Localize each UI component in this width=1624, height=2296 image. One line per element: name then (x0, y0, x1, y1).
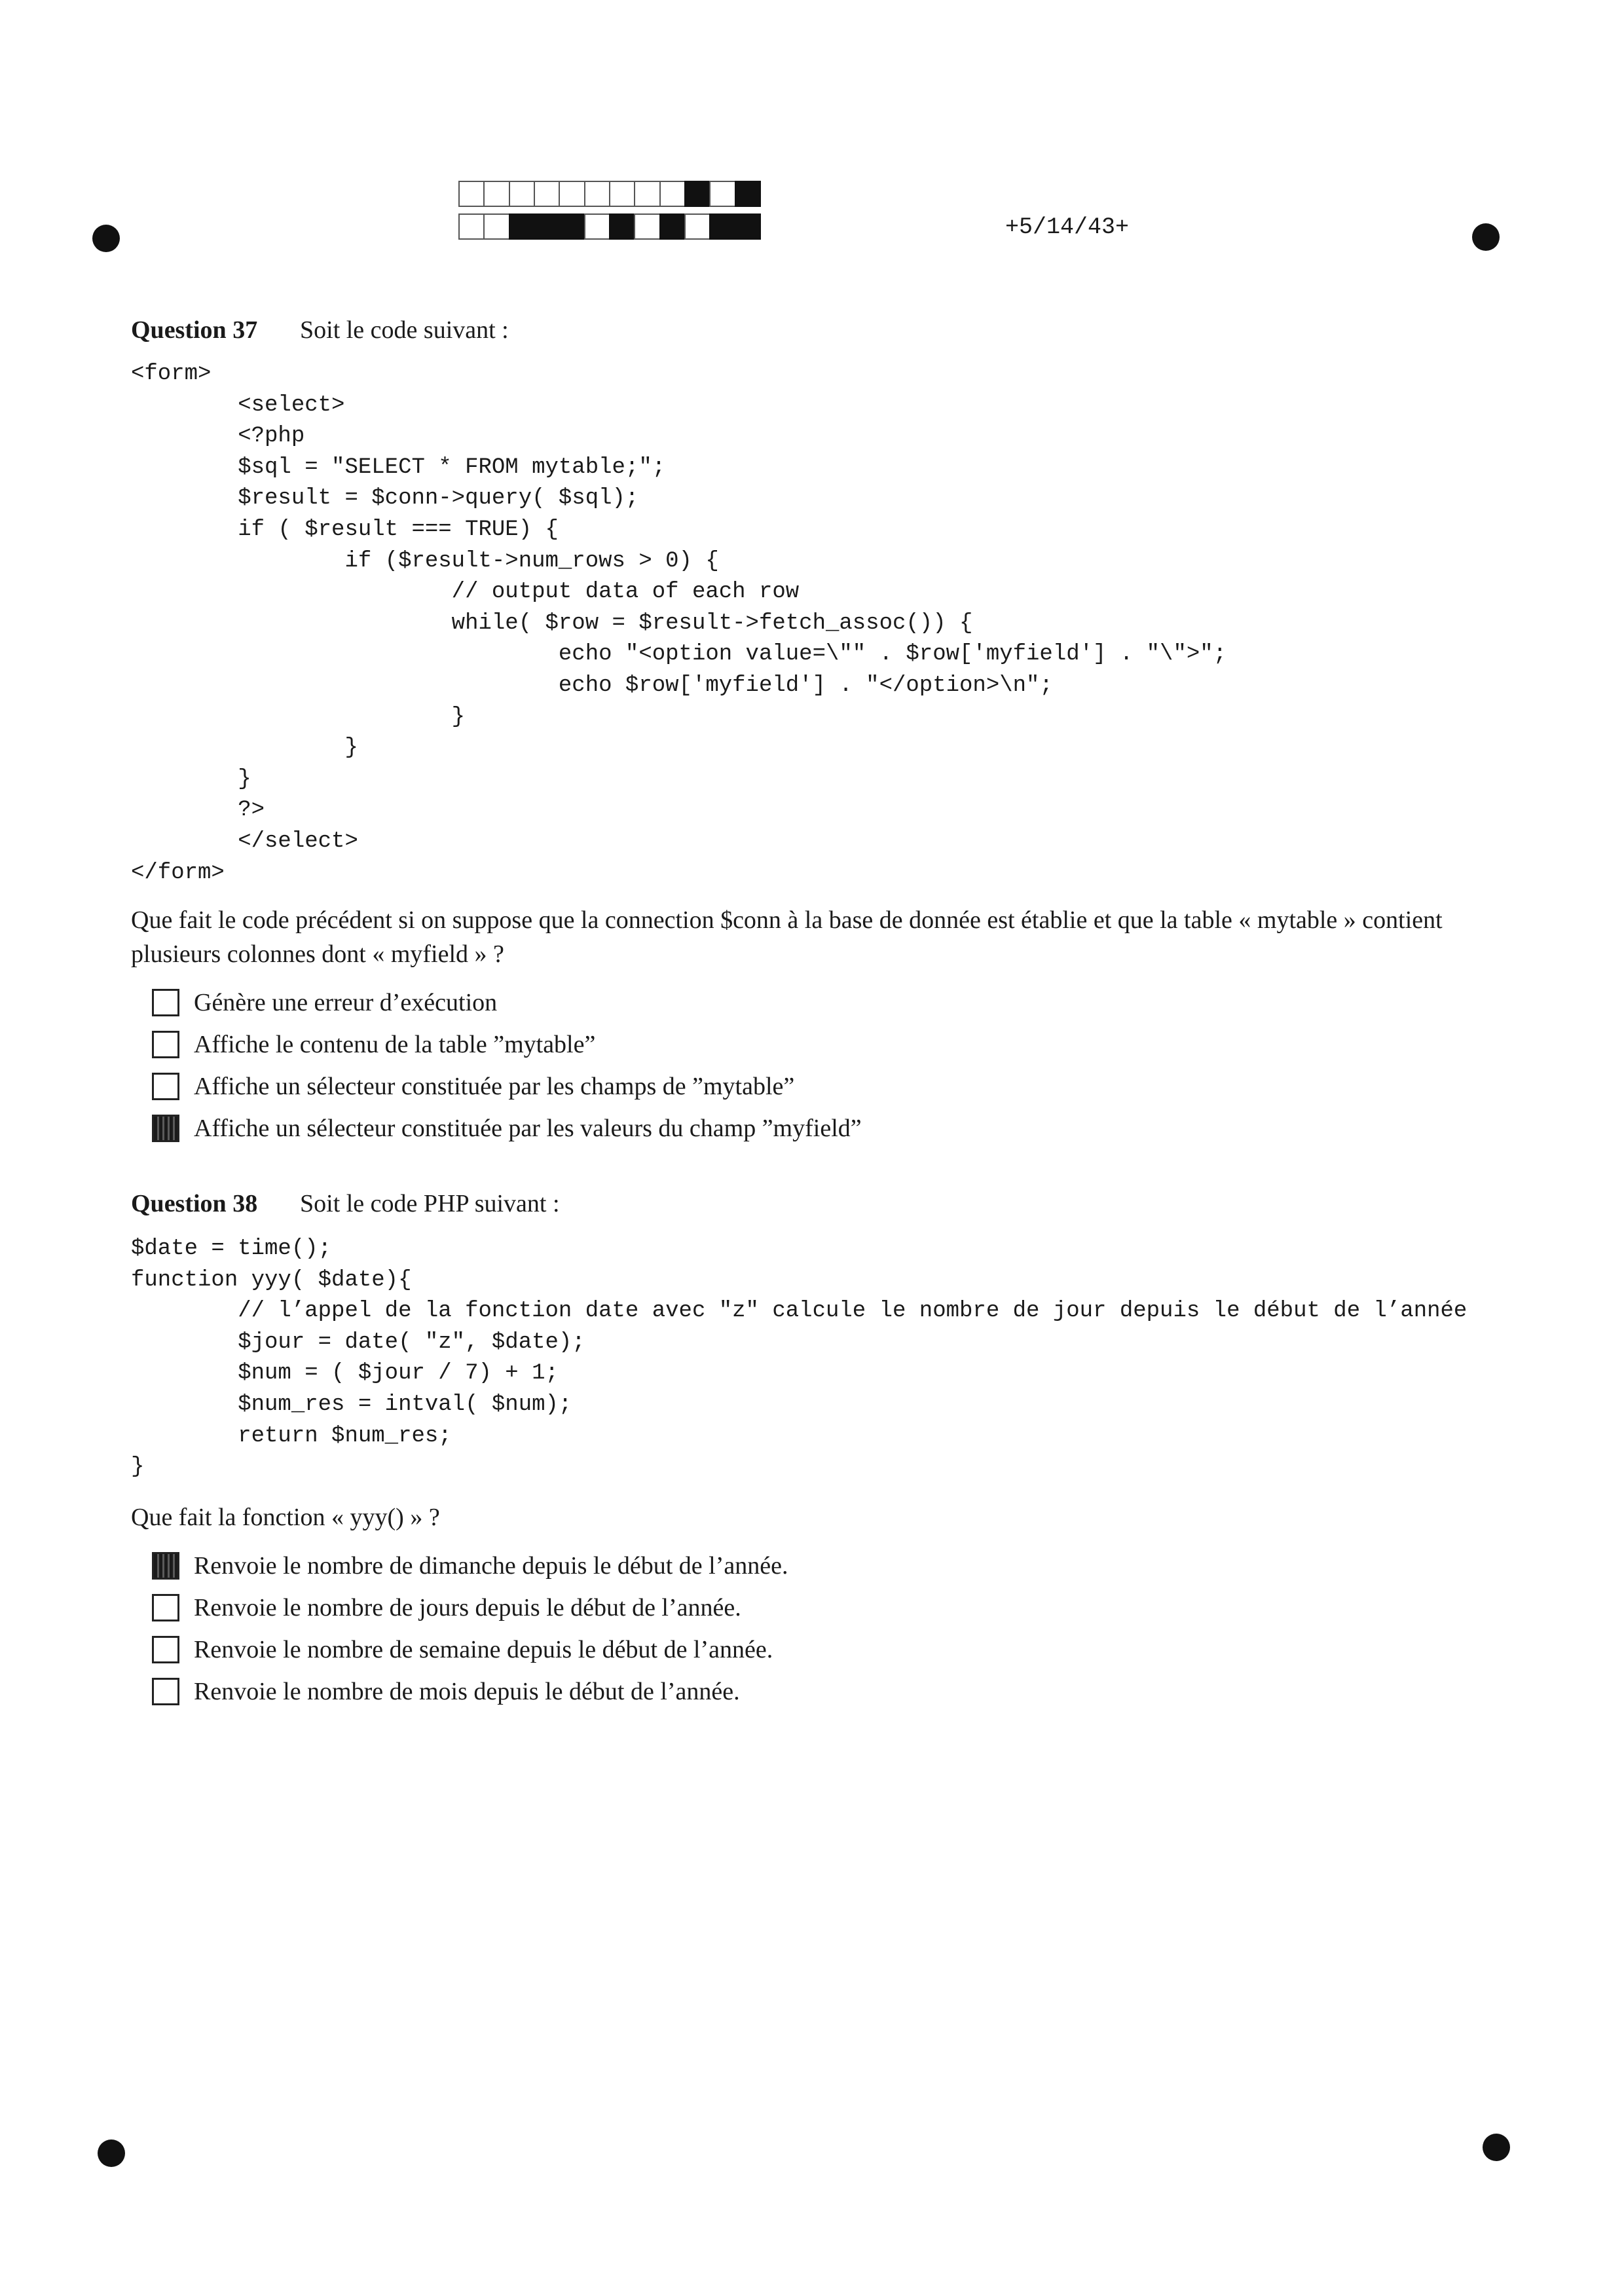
barcode-cell (483, 181, 509, 207)
question-number: Question 37 (131, 316, 258, 344)
question-38 (131, 1188, 1506, 1713)
answer-option[interactable] (152, 982, 1506, 1024)
checkbox[interactable] (152, 1115, 179, 1142)
barcode-cell (709, 213, 735, 240)
barcode-cell (634, 181, 660, 207)
checkbox[interactable] (152, 1552, 179, 1580)
answer-list (152, 1545, 1506, 1713)
barcode-cell (584, 181, 610, 207)
answer-option[interactable] (152, 1024, 1506, 1065)
answer-option[interactable] (152, 1545, 1506, 1587)
barcode-cell (684, 181, 710, 207)
barcode-cell (735, 213, 761, 240)
checkbox[interactable] (152, 989, 179, 1016)
barcode-cell (659, 181, 686, 207)
barcode-cell (659, 213, 686, 240)
registration-mark-bottom-right (1483, 2134, 1510, 2161)
question-header (131, 1188, 1506, 1219)
question-intro: Soit le code suivant : (300, 316, 509, 344)
barcode-cell (584, 213, 610, 240)
answer-label: Affiche un sélecteur constituée par les champs de ”mytable” (194, 1073, 795, 1101)
barcode-cell (684, 213, 710, 240)
barcode-cell (534, 213, 560, 240)
page-identifier: +5/14/43+ (1005, 214, 1130, 240)
answer-option[interactable] (152, 1107, 1506, 1149)
code-block: <form> <select> <?php $sql = "SELECT * FROM mytable;"; $result = $conn->query( $sql); if ( $result === TRUE) { if ($result->num_rows > 0) { // output data of each row while( $row = $result->fetch_assoc()) { echo "<option value=\"" . $row['myfield'] . "\">"; echo $row['myfield'] . "</option>\n"; } } } ?> </select> </form> (131, 361, 1227, 885)
code-block: $date = time(); function yyy( $date){ // l’appel de la fonction date avec "z" calcule le nombre de jour depuis le début de l’année $jour = date( "z", $date); $num = ( $jour / 7) + 1; $num_res = intval( $num); return $num_res; } (131, 1236, 1467, 1480)
question-number: Question 38 (131, 1190, 258, 1217)
barcode-cell (609, 213, 635, 240)
answer-label: Renvoie le nombre de dimanche depuis le début de l’année. (194, 1551, 788, 1580)
barcode-cell (458, 181, 485, 207)
answer-option[interactable] (152, 1587, 1506, 1629)
checkbox[interactable] (152, 1073, 179, 1100)
registration-mark-bottom-left (98, 2139, 125, 2167)
checkbox[interactable] (152, 1031, 179, 1058)
question-37 (131, 314, 1506, 1149)
barcode-cell (509, 213, 535, 240)
answer-label: Renvoie le nombre de jours depuis le début de l’année. (194, 1593, 741, 1621)
question-header (131, 314, 1506, 346)
barcode-cell (559, 181, 585, 207)
barcode-cell (634, 213, 660, 240)
barcode-cell (609, 181, 635, 207)
answer-option[interactable] (152, 1065, 1506, 1107)
barcode-cell (458, 213, 485, 240)
question-prompt: Que fait la fonction « yyy() » ? (131, 1503, 440, 1531)
answer-label: Affiche le contenu de la table ”mytable” (194, 1031, 596, 1059)
registration-mark-top-right (1472, 223, 1500, 251)
checkbox[interactable] (152, 1678, 179, 1705)
answer-label: Renvoie le nombre de mois depuis le début de l’année. (194, 1677, 740, 1705)
answer-label: Affiche un sélecteur constituée par les valeurs du champ ”myfield” (194, 1115, 862, 1143)
answer-option[interactable] (152, 1629, 1506, 1671)
answer-label: Renvoie le nombre de semaine depuis le début de l’année. (194, 1635, 773, 1663)
answer-list (152, 982, 1506, 1149)
question-prompt: Que fait le code précédent si on suppose que la connection $conn à la base de donnée est établie et que la table « mytable » contient plusieurs colonnes dont « myfield » ? (131, 906, 1443, 969)
barcode-row-bottom (458, 213, 760, 240)
barcode-cell (534, 181, 560, 207)
registration-mark-top-left (92, 225, 120, 252)
barcode-row-top (458, 181, 760, 207)
checkbox[interactable] (152, 1636, 179, 1663)
question-intro: Soit le code PHP suivant : (300, 1190, 560, 1217)
answer-label: Génère une erreur d’exécution (194, 989, 498, 1017)
checkbox[interactable] (152, 1594, 179, 1621)
barcode-cell (509, 181, 535, 207)
answer-option[interactable] (152, 1671, 1506, 1713)
barcode-cell (709, 181, 735, 207)
barcode-cell (559, 213, 585, 240)
barcode-cell (483, 213, 509, 240)
barcode-cell (735, 181, 761, 207)
